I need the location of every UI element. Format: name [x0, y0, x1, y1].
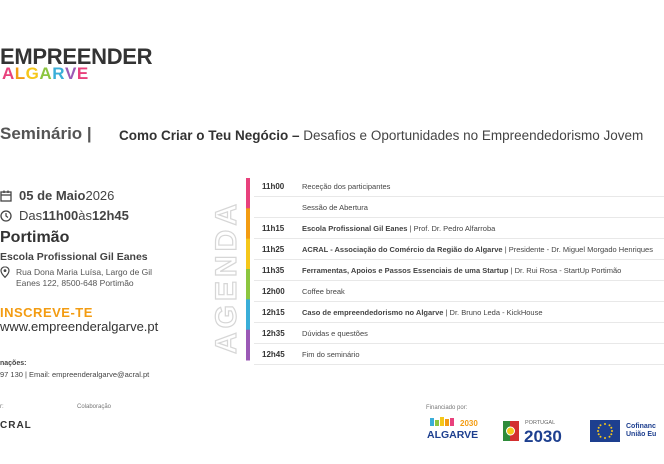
seminar-title: [119, 127, 659, 144]
event-city: Portimão: [0, 229, 70, 246]
clock-icon: [0, 210, 12, 222]
event-time: [0, 208, 129, 223]
agenda-text: Sessão de Abertura: [302, 202, 368, 212]
agenda-time: 11h35: [262, 265, 285, 275]
agenda-time: 11h15: [262, 223, 285, 233]
agenda-row: [254, 302, 664, 323]
agenda-text: Receção dos participantes: [302, 181, 391, 191]
agenda-text: | Dr. Rui Rosa - StartUp Portimão: [508, 265, 622, 275]
agenda-text: Dúvidas e questões: [302, 328, 368, 338]
agenda-description: [302, 266, 621, 275]
agenda-speaker-org: Caso de empreendedorismo no Algarve: [302, 307, 444, 317]
time-end: 12h45: [92, 208, 129, 223]
portugal-2030-logo: [503, 417, 573, 445]
funded-by-label: Financiado por:: [426, 405, 468, 411]
agenda-speaker-org: Escola Profissional Gil Eanes: [302, 223, 408, 233]
time-mid: às: [78, 208, 93, 223]
agenda-bar-segment: [246, 208, 250, 239]
collaboration-label: Colaboração: [77, 404, 112, 410]
agenda-bar-segment: [246, 178, 250, 209]
time-start: 11h00: [42, 208, 79, 223]
logo-letter: R: [52, 64, 65, 83]
calendar-icon: [0, 190, 12, 202]
event-school: Escola Profissional Gil Eanes: [0, 251, 148, 263]
agenda-description: [302, 350, 360, 359]
cofinanced-line1: Cofinanc: [626, 423, 656, 430]
agenda-speaker-org: ACRAL - Associação do Comércio da Região do Algarve: [302, 244, 503, 254]
portugal-2030-number: 2030: [524, 427, 562, 446]
agenda-time: 12h15: [262, 307, 285, 317]
eu-flag-icon: [590, 420, 620, 442]
agenda-row: [254, 197, 664, 218]
event-date-year: 2026: [85, 188, 115, 203]
agenda-speaker-org: Ferramentas, Apoios e Passos Essenciais de uma Startup: [302, 265, 509, 275]
logo-letter: E: [76, 64, 89, 83]
algarve-2030-top: 2030: [460, 419, 478, 428]
agenda-description: [302, 182, 390, 191]
seminar-label: Seminário |: [0, 124, 92, 143]
agenda-description: [302, 224, 495, 233]
time-prefix: Das: [19, 208, 43, 223]
agenda-bar-segment: [246, 269, 250, 300]
event-address: Rua Dona Maria Luísa, Largo de Gil Eanes 122, 8500-648 Portimão: [16, 267, 153, 288]
agenda-row: [254, 239, 664, 260]
logo-letter: L: [14, 64, 26, 83]
agenda-text: | Prof. Dr. Pedro Alfarroba: [407, 223, 496, 233]
agenda-text: | Presidente - Dr. Miguel Morgado Henriques: [502, 244, 653, 254]
agenda-text: Fim do seminário: [302, 349, 360, 359]
agenda-time: 12h45: [262, 349, 285, 359]
event-date-bold: 05 de Maio: [19, 188, 86, 203]
logo-empreender: EMPREENDER: [0, 44, 153, 69]
organizer-label: r:: [0, 404, 4, 410]
agenda-description: [302, 329, 368, 338]
agenda-time: 12h35: [262, 328, 285, 338]
portugal-label: PORTUGAL: [525, 420, 556, 426]
agenda-row: [254, 323, 664, 344]
agenda-list: [254, 176, 664, 365]
acral-logo: CRAL: [0, 420, 32, 431]
logo-algarve: [2, 64, 89, 84]
agenda-color-bar: [246, 178, 250, 360]
logo-letter: V: [64, 64, 77, 83]
agenda-description: [302, 245, 653, 254]
agenda-bar-segment: [246, 239, 250, 270]
contacts-line: 97 130 | Email: empreenderalgarve@acral.pt: [0, 370, 150, 379]
logo-letter: A: [2, 64, 15, 83]
agenda-time: 12h00: [262, 286, 285, 296]
agenda-row: [254, 281, 664, 302]
agenda-bar-segment: [246, 299, 250, 330]
agenda-description: [302, 203, 368, 212]
agenda-time: 11h00: [262, 181, 285, 191]
agenda-bar-segment: [246, 330, 250, 361]
cofinanced-text: [626, 423, 656, 439]
logo-letter: A: [39, 64, 53, 83]
logo-letter: G: [25, 64, 40, 83]
seminar-title-bold: Como Criar o Teu Negócio –: [119, 128, 300, 143]
agenda-row: [254, 344, 664, 365]
agenda-description: [302, 308, 543, 317]
website-link[interactable]: www.empreenderalgarve.pt: [0, 319, 159, 334]
cofinanced-line2: União Eu: [626, 431, 657, 438]
agenda-row: [254, 218, 664, 239]
agenda-time: 11h25: [262, 244, 285, 254]
event-date: [0, 188, 114, 203]
seminar-title-rest: Desafios e Oportunidades no Empreendedorismo Jovem: [299, 128, 644, 143]
agenda-word-text: AGENDA: [210, 199, 243, 354]
agenda-vertical-title: [207, 182, 243, 357]
register-label: INSCREVE-TE: [0, 305, 93, 320]
agenda-row: [254, 260, 664, 281]
agenda-description: [302, 287, 345, 296]
algarve-2030-name: ALGARVE: [427, 429, 479, 441]
contacts-label: nações:: [0, 360, 27, 367]
agenda-text: Coffee break: [302, 286, 345, 296]
location-pin-icon: [0, 266, 10, 278]
algarve-2030-logo: [426, 416, 484, 444]
agenda-text: | Dr. Bruno Leda - KickHouse: [443, 307, 543, 317]
agenda-row: [254, 176, 664, 197]
